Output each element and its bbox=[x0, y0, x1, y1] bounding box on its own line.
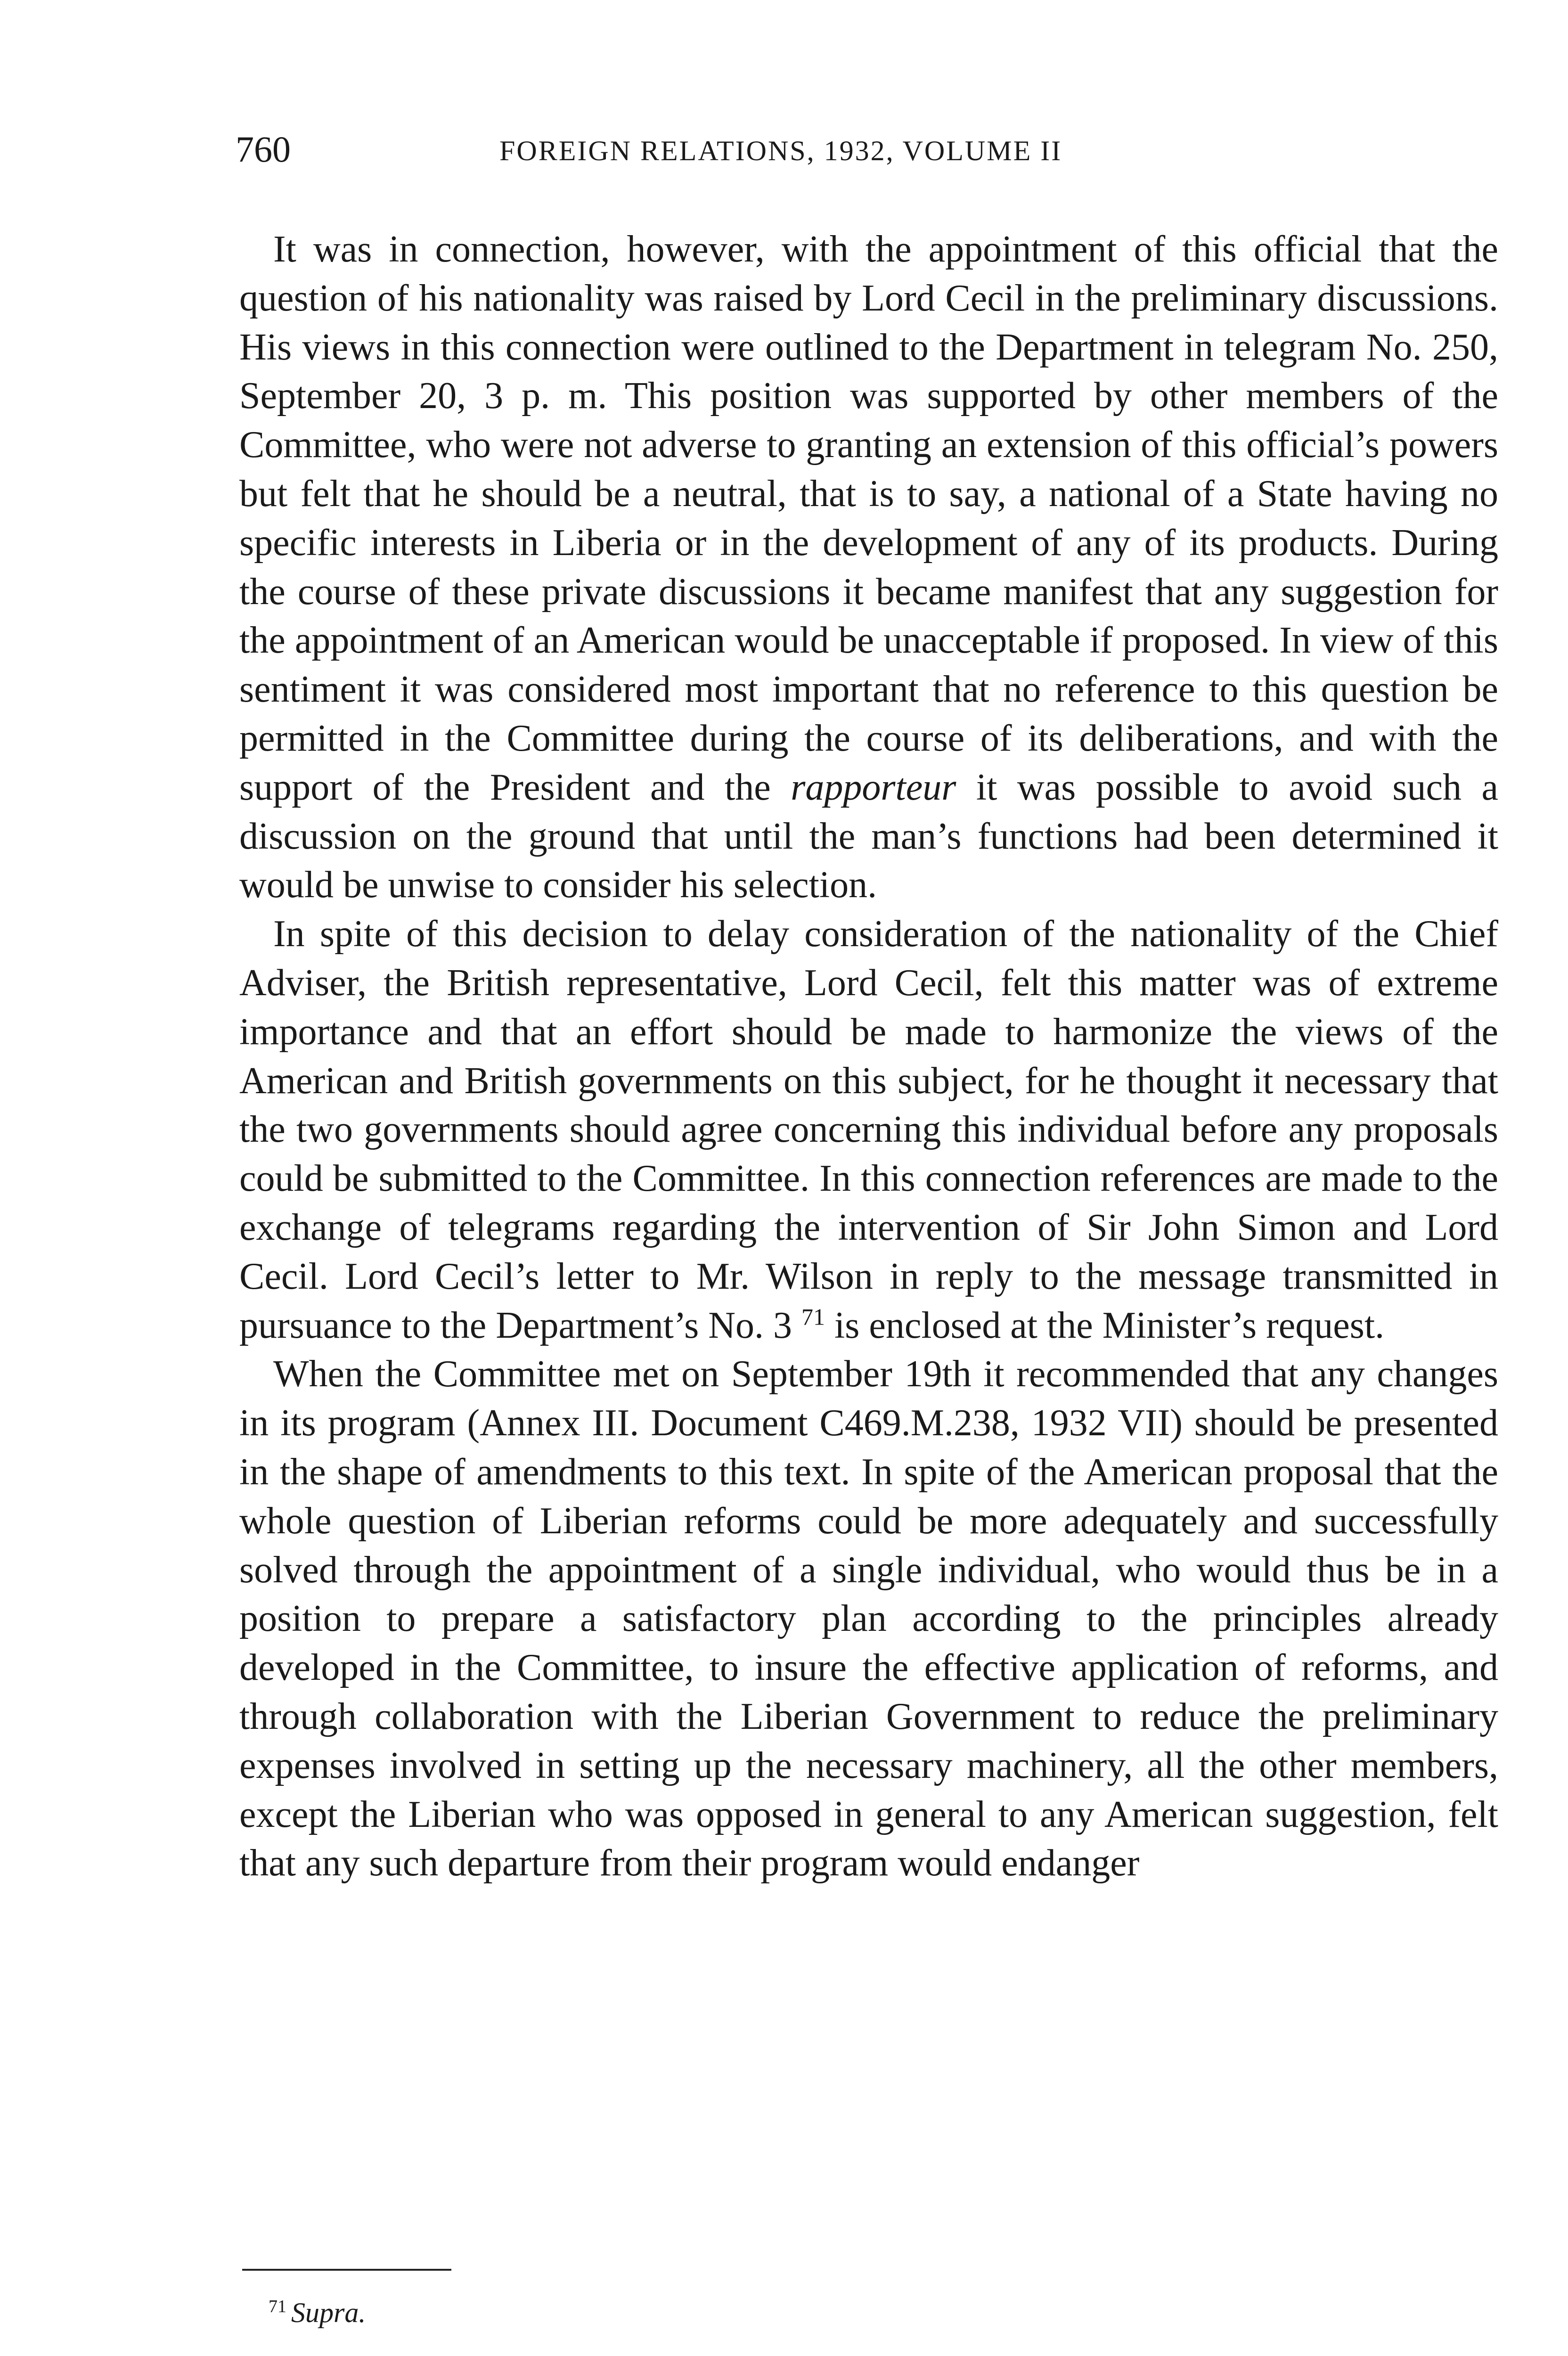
page-number: 760 bbox=[236, 129, 291, 170]
italic-term: rapporteur bbox=[791, 766, 956, 808]
paragraph-1 bbox=[239, 225, 1498, 910]
paragraph-2 bbox=[239, 910, 1498, 1350]
paragraph-2-text: In spite of this decision to delay consideration of the nationality of the Chief Adviser, the British representative, Lord Cecil, felt this matter was of extreme importance and that an effort should be made to harmonize the views of the American and British governments on this subject, for he thought it necessary that the two governments should agree concerning this individual before any proposals could be submitted to the Committee. In this connection references are made to the exchange of telegrams regarding the intervention of Sir John Simon and Lord Cecil. Lord Cecil’s letter to Mr. Wilson in reply to the message transmitted in pursuance to the Department’s No. 3 bbox=[239, 913, 1498, 1346]
footnote-reference[interactable]: 71 bbox=[801, 1303, 825, 1330]
footnote-mark: 71 bbox=[269, 2297, 286, 2316]
paragraph-1-text-continued: it was possible to avoid such a discussion on the ground that until the man’s functions had been determined it would be unwise to consider his selection. bbox=[239, 766, 1498, 906]
paragraph-3: When the Committee met on September 19th it recommended that any changes in its program (Annex III. Document C469.M.238, 1932 VII) should be presented in the shape of amendments to this text. In spite of the American proposal that the whole question of Liberian reforms could be more adequately and successfully solved through the appointment of a single individual, who would thus be in a position to prepare a satisfactory plan according to the principles already developed in the Committee, to insure the effective application of reforms, and through collaboration with the Liberian Government to reduce the preliminary expenses involved in setting up the necessary machinery, all the other members, except the Liberian who was opposed in general to any American suggestion, felt that any such departure from their program would endanger bbox=[239, 1353, 1498, 1884]
footnote-divider bbox=[242, 2269, 451, 2271]
page-header bbox=[236, 123, 1508, 180]
paragraph-2-text-continued: is enclosed at the Minister’s request. bbox=[834, 1304, 1385, 1346]
footnote-text: Supra. bbox=[291, 2297, 366, 2328]
paragraph-1-text: It was in connection, however, with the appointment of this official that the question of his nationality was raised by Lord Cecil in the preliminary discussions. His views in this connection were outlined to the Department in telegram No. 250, September 20, 3 p. m. This position was supported by other members of the Committee, who were not adverse to granting an extension of this official’s powers but felt that he should be a neutral, that is to say, a national of a State having no specific interests in Liberia or in the development of any of its products. During the course of these private discussions it became manifest that any suggestion for the appointment of an American would be unacceptable if proposed. In view of this sentiment it was considered most important that no reference to this question be permitted in the Committee during the course of its deliberations, and with the support of the President and the bbox=[239, 229, 1498, 808]
running-head: FOREIGN RELATIONS, 1932, VOLUME II bbox=[499, 135, 1062, 166]
body-text bbox=[239, 225, 1498, 1888]
footnote bbox=[269, 2294, 366, 2331]
